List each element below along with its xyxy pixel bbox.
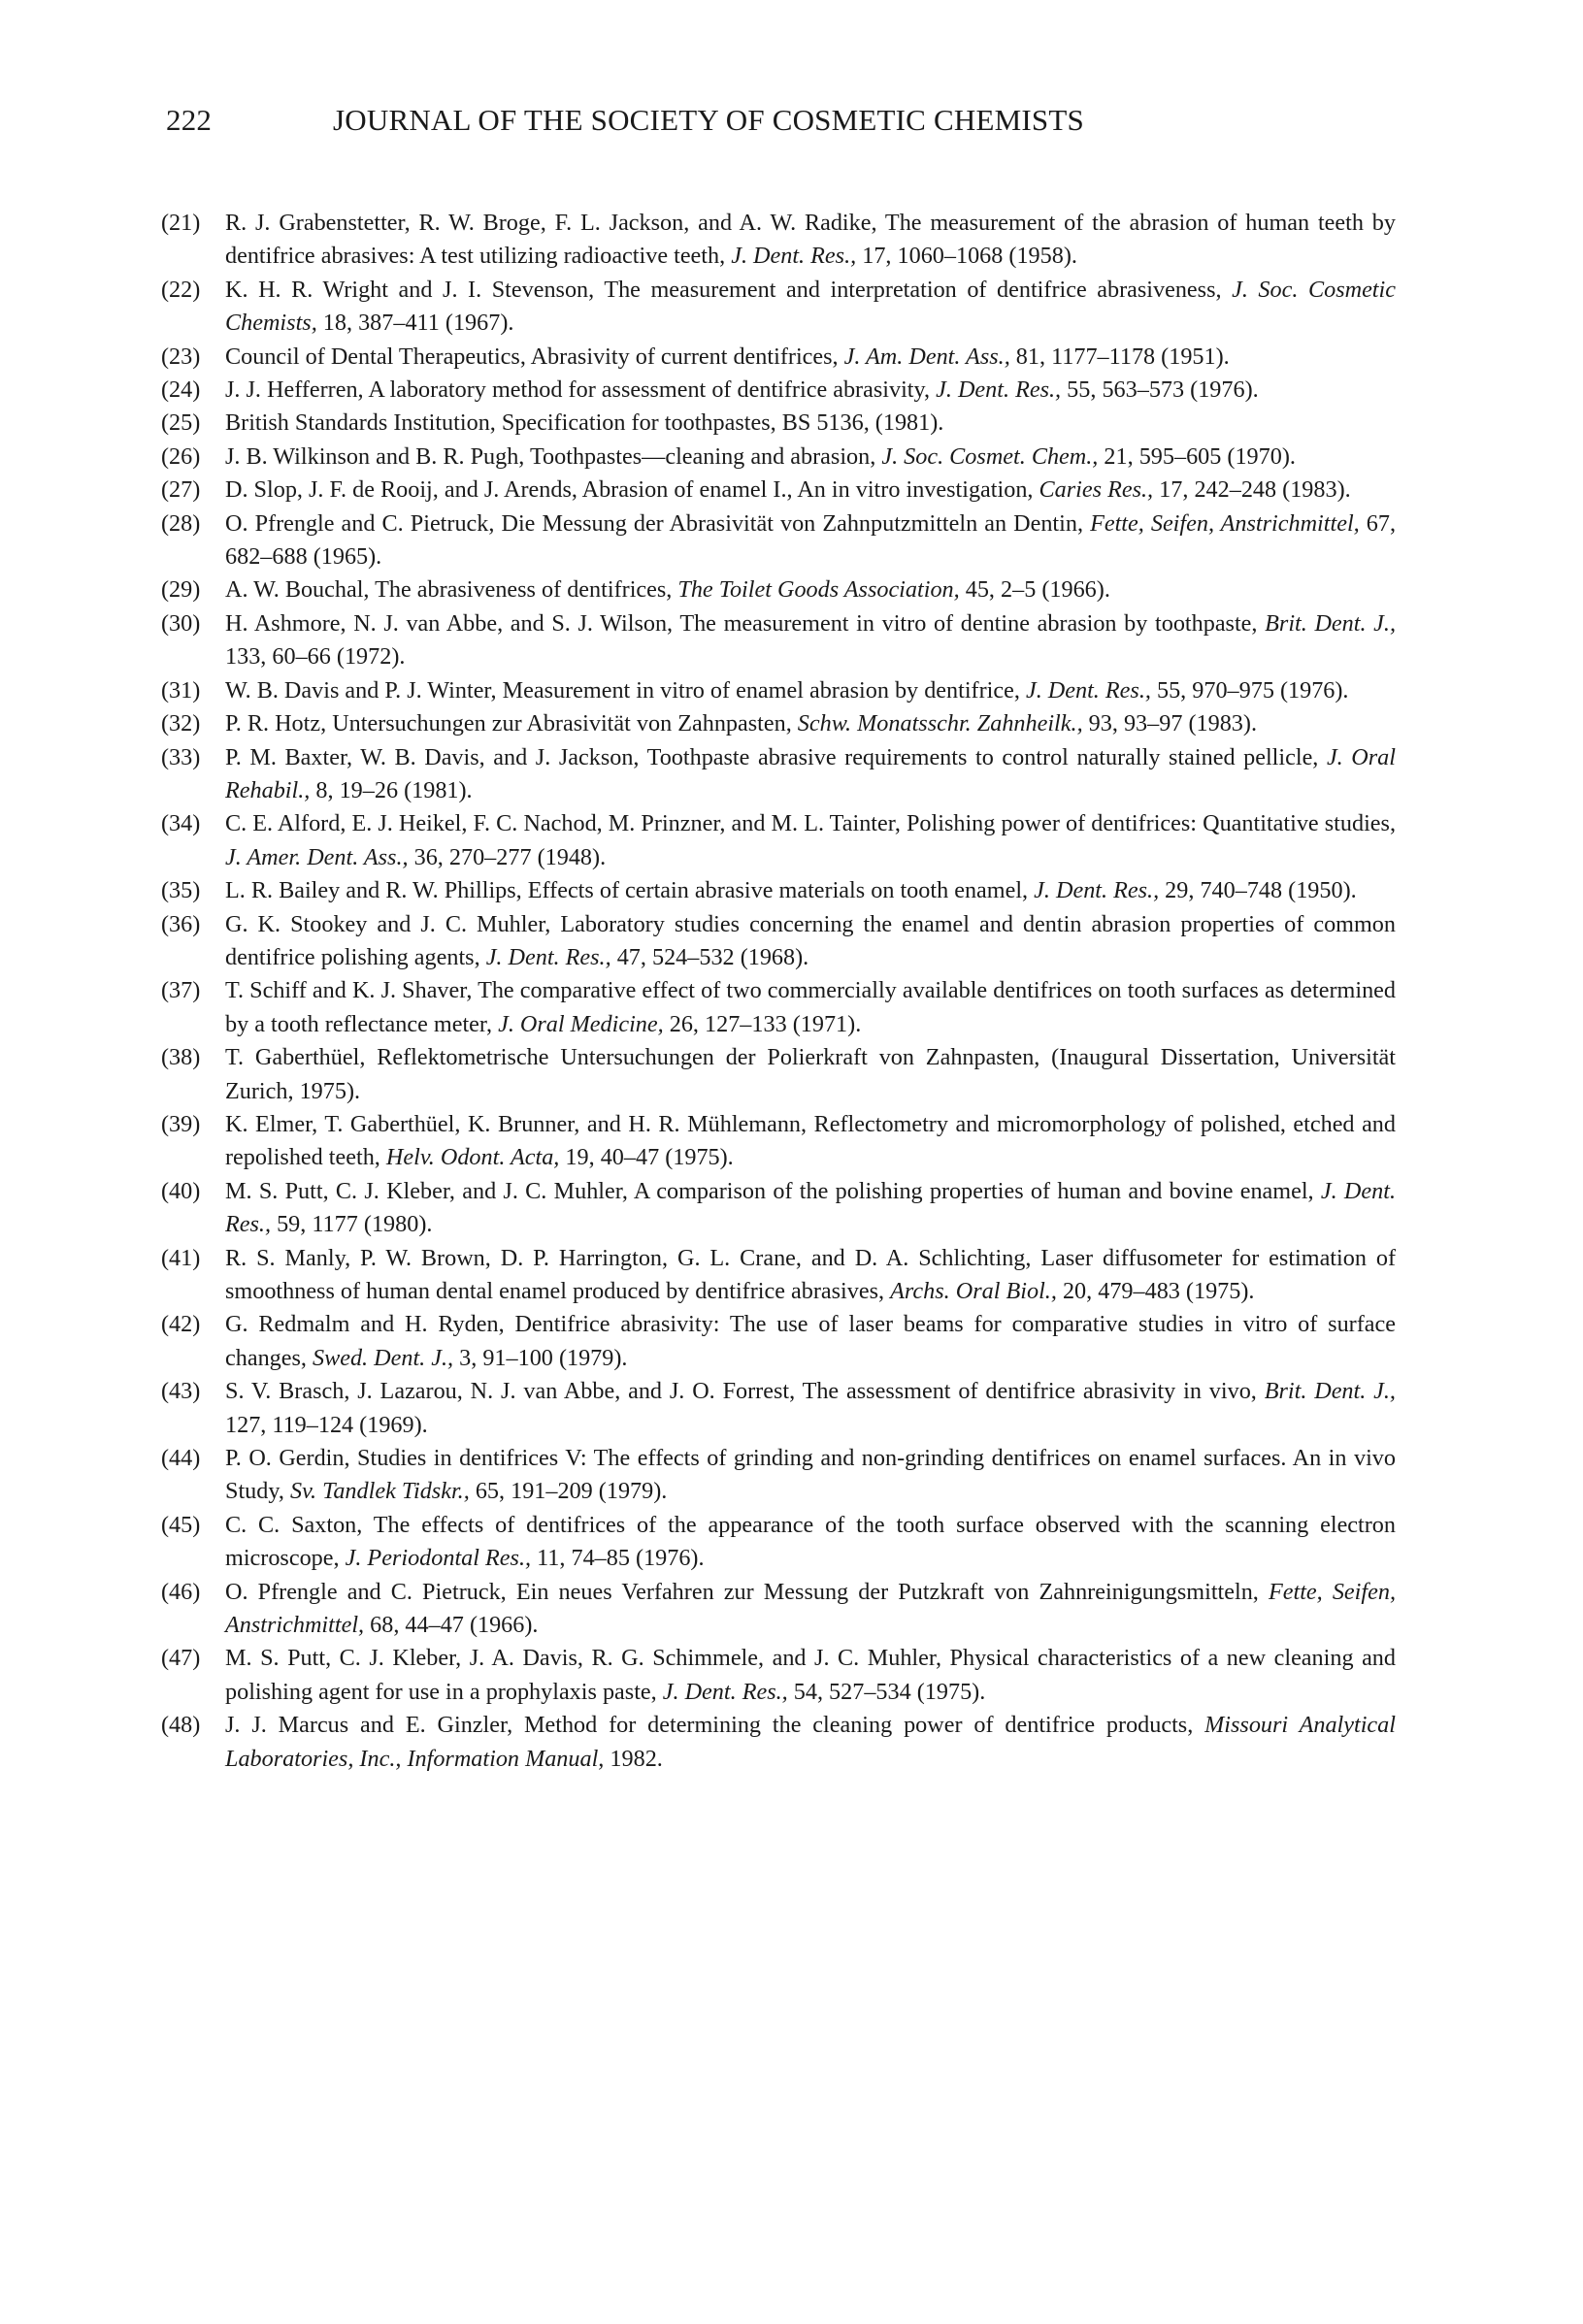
reference-number: (28) bbox=[161, 509, 201, 537]
reference-journal: J. Dent. Res., bbox=[1034, 877, 1160, 904]
reference-text bbox=[225, 441, 1396, 474]
reference-citation: 26, 127–133 (1971). bbox=[663, 1010, 862, 1037]
reference-journal: Brit. Dent. J., bbox=[1264, 1378, 1396, 1405]
reference-text bbox=[225, 474, 1396, 507]
reference-citation: 17, 242–248 (1983). bbox=[1153, 476, 1351, 504]
journal-title: JOURNAL OF THE SOCIETY OF COSMETIC CHEMISTS bbox=[333, 103, 1084, 137]
reference-authors-title: A. W. Bouchal, The abrasiveness of dentifrices, bbox=[225, 576, 678, 604]
reference-journal: Archs. Oral Biol., bbox=[890, 1278, 1057, 1304]
reference-authors-title: T. Gaberthüel, Reflektometrische Untersuchungen der Polierkraft von Zahnpasten, (Inaugural Dissertation, Universität Zurich, 1975). bbox=[225, 1044, 1396, 1104]
reference-text bbox=[225, 573, 1396, 606]
reference-text bbox=[225, 908, 1396, 975]
reference-text bbox=[225, 341, 1396, 374]
reference-citation: 81, 1177–1178 (1951). bbox=[1009, 343, 1230, 370]
reference-authors-title: British Standards Institution, Specification for toothpastes, BS 5136, (1981). bbox=[225, 409, 944, 437]
reference-authors-title: J. J. Hefferren, A laboratory method for assessment of dentifrice abrasivity, bbox=[225, 376, 937, 404]
reference-number: (39) bbox=[161, 1110, 201, 1137]
reference-citation: 67, 682–688 (1965). bbox=[225, 509, 1397, 571]
reference-item bbox=[161, 1041, 1396, 1108]
reference-item bbox=[161, 274, 1396, 341]
reference-item bbox=[161, 741, 1396, 808]
reference-item bbox=[161, 707, 1396, 740]
reference-item bbox=[161, 441, 1396, 474]
reference-item bbox=[161, 974, 1396, 1041]
reference-authors-title: Council of Dental Therapeutics, Abrasivity of current dentifrices, bbox=[225, 343, 844, 370]
reference-text bbox=[225, 874, 1396, 907]
reference-authors-title: J. J. Marcus and E. Ginzler, Method for determining the cleaning power of dentifrice products, bbox=[225, 1712, 1205, 1739]
reference-citation: 20, 479–483 (1975). bbox=[1056, 1278, 1255, 1304]
reference-item bbox=[161, 908, 1396, 975]
reference-authors-title: W. B. Davis and P. J. Winter, Measurement in vitro of enamel abrasion by dentifrice, bbox=[225, 676, 1026, 704]
reference-journal: Missouri Analytical Laboratories, Inc., Information Manual, bbox=[225, 1712, 1396, 1772]
reference-authors-title: P. O. Gerdin, Studies in dentifrices V: The effects of grinding and non-grinding dentifrices on enamel surfaces. An in vivo Study, bbox=[225, 1445, 1396, 1505]
reference-authors-title: G. Redmalm and H. Ryden, Dentifrice abrasivity: The use of laser beams for comparative studies in vitro of surface changes, bbox=[225, 1311, 1396, 1371]
reference-item bbox=[161, 474, 1396, 507]
reference-citation: 133, 60–66 (1972). bbox=[225, 643, 406, 671]
reference-authors-title: O. Pfrengle and C. Pietruck, Die Messung der Abrasivität von Zahnputzmitteln an Dentin, bbox=[225, 509, 1091, 537]
reference-authors-title: R. J. Grabenstetter, R. W. Broge, F. L. Jackson, and A. W. Radike, The measurement of the abrasion of human teeth by dentifrice abrasives: A test utilizing radioactive teeth, bbox=[225, 210, 1396, 270]
reference-item bbox=[161, 1308, 1396, 1375]
reference-journal: J. Amer. Dent. Ass., bbox=[225, 843, 409, 870]
reference-citation: 29, 740–748 (1950). bbox=[1159, 877, 1357, 904]
reference-item bbox=[161, 1242, 1396, 1309]
reference-citation: 68, 44–47 (1966). bbox=[364, 1612, 539, 1639]
reference-item bbox=[161, 874, 1396, 907]
reference-number: (47) bbox=[161, 1645, 201, 1672]
reference-authors-title: M. S. Putt, C. J. Kleber, J. A. Davis, R. G. Schimmele, and J. C. Muhler, Physical characteristics of a new cleaning and polishing agent for use in a prophylaxis paste, bbox=[225, 1645, 1396, 1705]
reference-journal: J. Dent. Res., bbox=[225, 1177, 1396, 1238]
reference-item bbox=[161, 374, 1396, 407]
reference-number: (43) bbox=[161, 1378, 201, 1405]
reference-authors-title: H. Ashmore, N. J. van Abbe, and S. J. Wilson, The measurement in vitro of dentine abrasion by toothpaste, bbox=[225, 609, 1266, 637]
reference-list bbox=[161, 207, 1396, 1776]
reference-journal: Swed. Dent. J., bbox=[313, 1344, 454, 1371]
reference-number: (29) bbox=[161, 576, 201, 604]
reference-item bbox=[161, 1576, 1396, 1643]
reference-text bbox=[225, 974, 1396, 1041]
reference-text bbox=[225, 674, 1396, 707]
reference-text bbox=[225, 1709, 1396, 1776]
reference-authors-title: D. Slop, J. F. de Rooij, and J. Arends, Abrasion of enamel I., An in vitro investigation, bbox=[225, 476, 1039, 504]
reference-journal: J. Oral Medicine, bbox=[498, 1010, 664, 1037]
reference-number: (23) bbox=[161, 343, 201, 370]
reference-number: (41) bbox=[161, 1244, 201, 1271]
reference-authors-title: K. H. R. Wright and J. I. Stevenson, The measurement and interpretation of dentifrice abrasiveness, bbox=[225, 276, 1233, 303]
reference-journal: Helv. Odont. Acta, bbox=[385, 1144, 560, 1171]
reference-item bbox=[161, 341, 1396, 374]
reference-text bbox=[225, 1041, 1396, 1108]
reference-text bbox=[225, 507, 1396, 574]
reference-journal: J. Periodontal Res., bbox=[345, 1545, 532, 1572]
reference-text bbox=[225, 707, 1396, 740]
reference-citation: 93, 93–97 (1983). bbox=[1082, 710, 1257, 737]
reference-number: (31) bbox=[161, 676, 201, 704]
reference-text bbox=[225, 607, 1396, 674]
reference-number: (48) bbox=[161, 1712, 201, 1739]
reference-number: (44) bbox=[161, 1445, 201, 1472]
reference-item bbox=[161, 573, 1396, 606]
reference-number: (42) bbox=[161, 1311, 201, 1338]
reference-number: (38) bbox=[161, 1044, 201, 1071]
reference-item bbox=[161, 407, 1396, 440]
reference-item bbox=[161, 607, 1396, 674]
reference-number: (45) bbox=[161, 1511, 201, 1538]
reference-authors-title: C. C. Saxton, The effects of dentifrices of the appearance of the tooth surface observed with the scanning electron microscope, bbox=[225, 1511, 1396, 1572]
reference-journal: Fette, Seifen, Anstrichmittel, bbox=[1090, 509, 1360, 537]
reference-text bbox=[225, 1642, 1396, 1709]
reference-item bbox=[161, 1709, 1396, 1776]
reference-text bbox=[225, 274, 1396, 341]
reference-item bbox=[161, 1642, 1396, 1709]
reference-authors-title: J. B. Wilkinson and B. R. Pugh, Toothpastes—cleaning and abrasion, bbox=[225, 442, 882, 470]
reference-text bbox=[225, 1242, 1396, 1309]
reference-authors-title: C. E. Alford, E. J. Heikel, F. C. Nachod, M. Prinzner, and M. L. Tainter, Polishing power of dentifrices: Quantitative studies, bbox=[225, 810, 1396, 837]
reference-number: (25) bbox=[161, 409, 201, 437]
reference-number: (36) bbox=[161, 910, 201, 937]
reference-text bbox=[225, 1509, 1396, 1576]
reference-text bbox=[225, 407, 1396, 440]
reference-number: (27) bbox=[161, 476, 201, 504]
reference-number: (34) bbox=[161, 810, 201, 837]
reference-citation: 18, 387–411 (1967). bbox=[316, 310, 514, 337]
reference-citation: 19, 40–47 (1975). bbox=[559, 1144, 734, 1171]
reference-citation: 11, 74–85 (1976). bbox=[531, 1545, 705, 1572]
reference-text bbox=[225, 207, 1396, 274]
reference-citation: 45, 2–5 (1966). bbox=[959, 576, 1110, 604]
reference-number: (46) bbox=[161, 1578, 201, 1605]
reference-journal: J. Soc. Cosmetic Chemists, bbox=[225, 276, 1396, 337]
reference-journal: Fette, Seifen, Anstrichmittel, bbox=[225, 1578, 1396, 1639]
reference-authors-title: S. V. Brasch, J. Lazarou, N. J. van Abbe, and J. O. Forrest, The assessment of dentifrice abrasivity in vivo, bbox=[225, 1378, 1265, 1405]
reference-text bbox=[225, 741, 1396, 808]
reference-journal: J. Am. Dent. Ass., bbox=[843, 343, 1010, 370]
reference-authors-title: K. Elmer, T. Gaberthüel, K. Brunner, and H. R. Mühlemann, Reflectometry and micromorphology of polished, etched and repolished teeth, bbox=[225, 1110, 1396, 1171]
reference-number: (37) bbox=[161, 977, 201, 1004]
reference-journal: J. Oral Rehabil., bbox=[225, 743, 1396, 803]
reference-item bbox=[161, 207, 1396, 274]
reference-text bbox=[225, 807, 1396, 874]
reference-authors-title: T. Schiff and K. J. Shaver, The comparative effect of two commercially available dentifrices on tooth surfaces as determined by a tooth reflectance meter, bbox=[225, 977, 1396, 1037]
reference-text bbox=[225, 1175, 1396, 1242]
reference-item bbox=[161, 507, 1396, 574]
reference-text bbox=[225, 1308, 1396, 1375]
reference-journal: J. Soc. Cosmet. Chem., bbox=[881, 442, 1099, 470]
reference-text bbox=[225, 1442, 1396, 1509]
reference-journal: Brit. Dent. J., bbox=[1265, 609, 1396, 637]
reference-text bbox=[225, 1375, 1396, 1442]
reference-journal: Caries Res., bbox=[1039, 476, 1154, 504]
reference-number: (33) bbox=[161, 743, 201, 770]
reference-item bbox=[161, 674, 1396, 707]
reference-journal: J. Dent. Res., bbox=[662, 1678, 788, 1705]
reference-citation: 21, 595–605 (1970). bbox=[1098, 442, 1296, 470]
reference-authors-title: O. Pfrengle and C. Pietruck, Ein neues Verfahren zur Messung der Putzkraft von Zahnreinigungsmitteln, bbox=[225, 1578, 1269, 1605]
reference-citation: 47, 524–532 (1968). bbox=[610, 943, 809, 970]
reference-citation: 54, 527–534 (1975). bbox=[787, 1678, 986, 1705]
reference-number: (40) bbox=[161, 1177, 201, 1204]
reference-number: (32) bbox=[161, 710, 201, 737]
reference-item bbox=[161, 807, 1396, 874]
reference-item bbox=[161, 1375, 1396, 1442]
reference-text bbox=[225, 374, 1396, 407]
reference-number: (26) bbox=[161, 442, 201, 470]
reference-citation: 127, 119–124 (1969). bbox=[225, 1411, 428, 1438]
reference-text bbox=[225, 1108, 1396, 1175]
reference-citation: 59, 1177 (1980). bbox=[271, 1211, 433, 1238]
reference-text bbox=[225, 1576, 1396, 1643]
reference-citation: 8, 19–26 (1981). bbox=[310, 776, 473, 803]
reference-citation: 55, 563–573 (1976). bbox=[1061, 376, 1259, 404]
reference-journal: J. Dent. Res., bbox=[1025, 676, 1151, 704]
reference-journal: Schw. Monatsschr. Zahnheilk., bbox=[797, 710, 1083, 737]
reference-item bbox=[161, 1442, 1396, 1509]
reference-authors-title: M. S. Putt, C. J. Kleber, and J. C. Muhler, A comparison of the polishing properties of human and bovine enamel, bbox=[225, 1177, 1321, 1204]
reference-journal: J. Dent. Res., bbox=[731, 243, 857, 270]
reference-number: (30) bbox=[161, 609, 201, 637]
reference-citation: 65, 191–209 (1979). bbox=[469, 1478, 668, 1505]
reference-citation: 55, 970–975 (1976). bbox=[1150, 676, 1349, 704]
reference-item bbox=[161, 1108, 1396, 1175]
reference-authors-title: P. R. Hotz, Untersuchungen zur Abrasivität von Zahnpasten, bbox=[225, 710, 798, 737]
reference-number: (22) bbox=[161, 276, 201, 303]
reference-journal: Sv. Tandlek Tidskr., bbox=[289, 1478, 470, 1505]
page-number: 222 bbox=[166, 103, 213, 137]
reference-authors-title: G. K. Stookey and J. C. Muhler, Laboratory studies concerning the enamel and dentin abrasion properties of common dentifrice polishing agents, bbox=[225, 910, 1396, 970]
reference-citation: 17, 1060–1068 (1958). bbox=[856, 243, 1077, 270]
reference-journal: J. Dent. Res., bbox=[485, 943, 611, 970]
reference-item bbox=[161, 1175, 1396, 1242]
reference-authors-title: R. S. Manly, P. W. Brown, D. P. Harrington, G. L. Crane, and D. A. Schlichting, Laser diffusometer for estimation of smoothness of human dental enamel produced by dentifrice abrasives, bbox=[225, 1244, 1396, 1304]
reference-authors-title: P. M. Baxter, W. B. Davis, and J. Jackson, Toothpaste abrasive requirements to control naturally stained pellicle, bbox=[225, 743, 1327, 770]
reference-citation: 3, 91–100 (1979). bbox=[453, 1344, 628, 1371]
reference-authors-title: L. R. Bailey and R. W. Phillips, Effects of certain abrasive materials on tooth enamel, bbox=[225, 877, 1035, 904]
reference-citation: 36, 270–277 (1948). bbox=[408, 843, 607, 870]
running-header bbox=[166, 103, 1408, 146]
reference-number: (21) bbox=[161, 210, 201, 236]
reference-journal: J. Dent. Res., bbox=[936, 376, 1062, 404]
reference-journal: The Toilet Goods Association, bbox=[677, 576, 960, 604]
reference-item bbox=[161, 1509, 1396, 1576]
reference-number: (24) bbox=[161, 376, 201, 404]
reference-number: (35) bbox=[161, 877, 201, 904]
reference-citation: 1982. bbox=[604, 1745, 663, 1772]
